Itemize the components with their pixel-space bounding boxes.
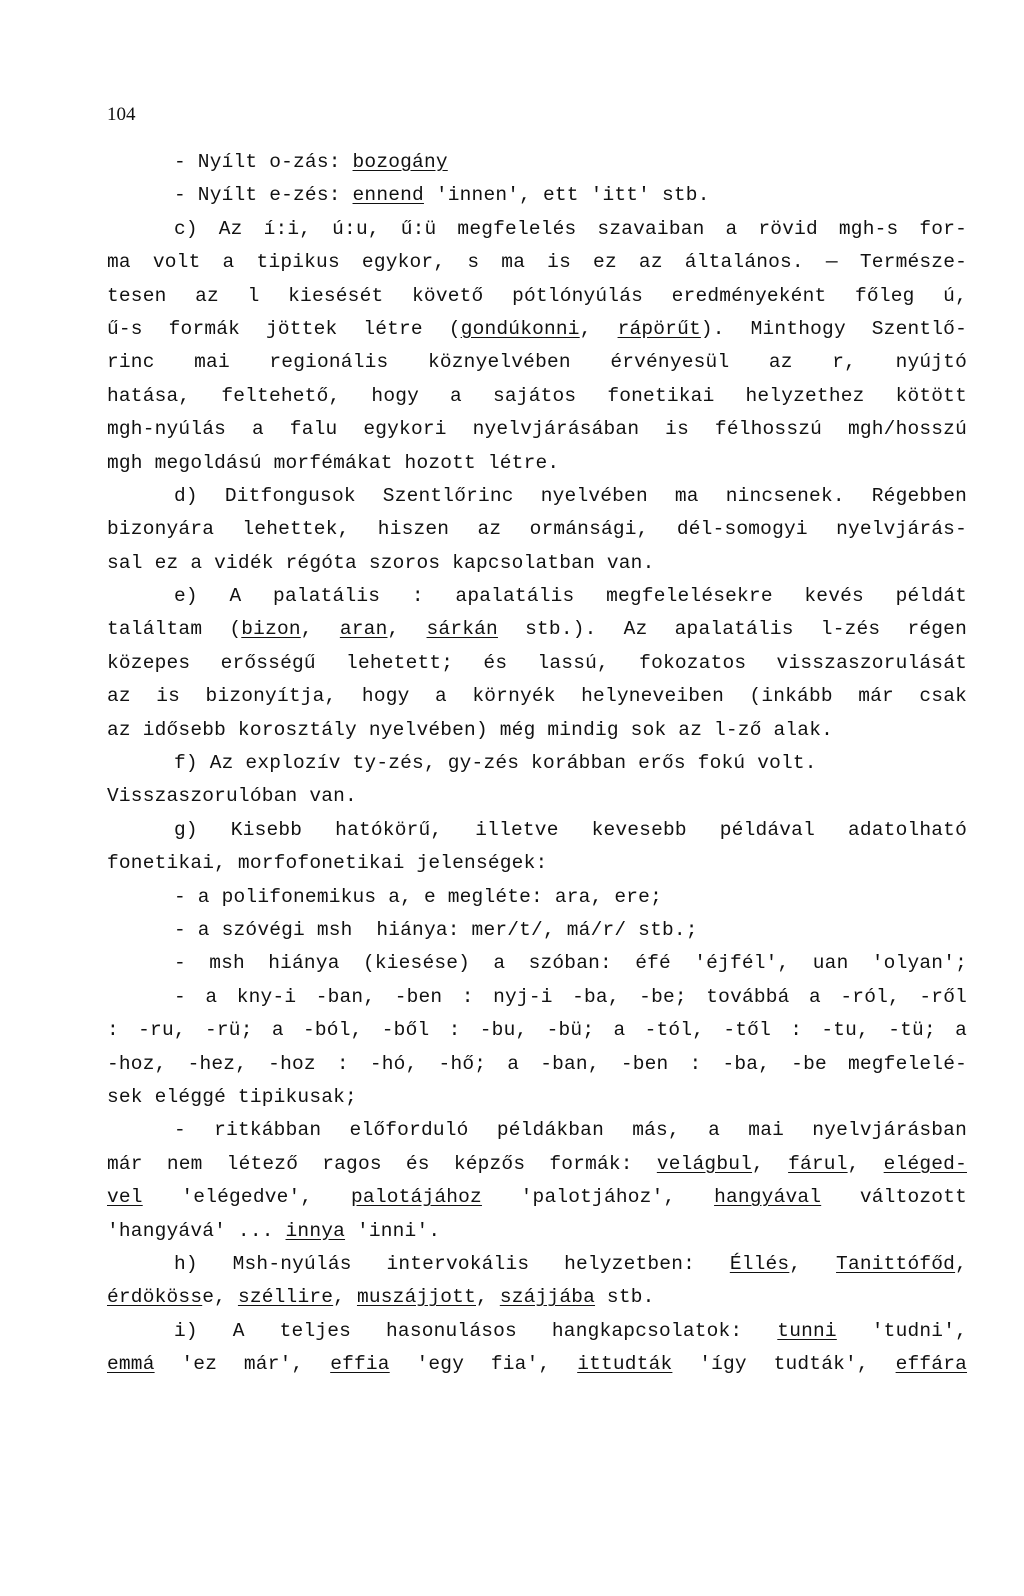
text-segment: tesen az l kiesését követő pótlónyúlás eredményeként főleg ú, (107, 284, 967, 307)
text-segment: , (300, 618, 340, 641)
text-line (107, 981, 967, 1014)
underlined-example: érdököss (107, 1286, 203, 1309)
text-segment: bizonyára lehettek, hiszen az ormánsági, dél-somogyi nyelvjárás- (107, 518, 967, 541)
text-line (107, 513, 967, 546)
underlined-example: rápörűt (617, 317, 701, 340)
text-line (107, 647, 967, 680)
text-segment: sal ez a vidék régóta szoros kapcsolatban van. (107, 551, 655, 574)
text-segment: - a kny-i -ban, -ben : nyj-i -ba, -be; továbbá a -ról, -ről (174, 985, 967, 1008)
text-line (107, 580, 967, 613)
text-segment: d) Ditfongusok Szentlőrinc nyelvében ma nincsenek. Régebben (174, 484, 967, 507)
text-segment: stb.). Az apalatális l-zés régen (497, 618, 967, 641)
text-line (107, 1248, 967, 1281)
underlined-example: eléged- (883, 1152, 967, 1175)
text-line (107, 680, 967, 713)
underlined-example: effára (895, 1353, 968, 1376)
text-line (107, 413, 967, 446)
text-segment: 'hangyává' ... (107, 1219, 286, 1242)
text-segment: 'innen', ett 'itt' stb. (423, 184, 710, 207)
text-line (107, 179, 967, 212)
text-line (107, 1014, 967, 1047)
text-segment: e, (202, 1286, 238, 1309)
text-segment: - Nyílt e-zés: (174, 184, 353, 207)
text-line (107, 447, 967, 480)
text-segment: 'egy fia', (389, 1353, 578, 1376)
underlined-example: Éllés (729, 1252, 790, 1275)
text-line (107, 1281, 967, 1314)
underlined-example: ennend (352, 184, 424, 207)
text-segment: az idősebb korosztály nyelvében) még mindig sok az l-ző alak. (107, 718, 834, 741)
underlined-example: velágbul (656, 1152, 753, 1175)
body-text (107, 146, 967, 1381)
text-segment: , (579, 317, 618, 340)
text-segment: : -ru, -rü; a -ból, -ből : -bu, -bü; a -tól, -től : -tu, -tü; a (107, 1019, 967, 1042)
text-line (107, 1148, 967, 1181)
underlined-example: szájjába (499, 1286, 596, 1309)
text-segment: 'inni'. (345, 1219, 441, 1242)
text-segment: stb. (595, 1286, 655, 1309)
underlined-example: bizon (241, 618, 301, 641)
text-segment: 'így tudták', (672, 1353, 896, 1376)
text-line (107, 1215, 967, 1248)
underlined-example: gondúkonni (460, 317, 580, 340)
page-number: 104 (107, 104, 136, 125)
text-segment: e) A palatális : apalatális megfelelésekre kevés példát (174, 585, 967, 608)
underlined-example: vel (107, 1186, 143, 1209)
text-segment: , (387, 618, 427, 641)
text-segment: mgh-nyúlás a falu egykori nyelvjárásában is félhosszú mgh/hosszú (107, 418, 967, 441)
underlined-example: muszájjott (356, 1286, 476, 1309)
text-line (107, 914, 967, 947)
text-line (107, 780, 967, 813)
underlined-example: emmá (107, 1353, 155, 1376)
text-segment: , (955, 1252, 967, 1275)
underlined-example: hangyával (714, 1186, 822, 1209)
underlined-example: ittudták (577, 1353, 673, 1376)
text-line (107, 213, 967, 246)
text-segment: hatása, feltehető, hogy a sajátos fonetikai helyzethez kötött (107, 384, 967, 407)
text-line (107, 380, 967, 413)
text-segment: c) Az í:i, ú:u, ű:ü megfelelés szavaiban a rövid mgh-s for- (174, 217, 967, 240)
text-line (107, 947, 967, 980)
underlined-example: effia (330, 1353, 390, 1376)
underlined-example: sárkán (426, 618, 498, 641)
text-segment: - Nyílt o-zás: (174, 151, 353, 173)
text-segment: ). Minthogy Szentlő- (700, 317, 967, 340)
text-segment: változott (821, 1186, 967, 1209)
text-segment: - a polifonemikus a, e meglétе: ara, ere; (174, 885, 662, 908)
text-segment: h) Msh-nyúlás intervokális helyzetben: (174, 1252, 730, 1275)
text-segment: fonetikai, morfofonetikai jelenségek: (107, 852, 548, 875)
text-segment: ű-s formák jöttek létre ( (107, 317, 461, 340)
text-segment: , (752, 1152, 789, 1175)
text-line (107, 1181, 967, 1214)
text-line (107, 1048, 967, 1081)
text-segment: - a szóvégi msh hiánya: mer/t/, má/r/ stb.; (174, 918, 698, 941)
underlined-example: innya (285, 1219, 346, 1242)
underlined-example: bozogány (352, 151, 448, 173)
text-line (107, 1114, 967, 1147)
text-line (107, 747, 967, 780)
text-segment: , (476, 1286, 500, 1309)
text-segment: - ritkábban előforduló példákban más, a mai nyelvjárásban (174, 1119, 967, 1142)
text-segment: , (847, 1152, 884, 1175)
underlined-example: Tanittófőd (836, 1252, 956, 1275)
text-line (107, 1081, 967, 1114)
text-segment: 'palotjához', (481, 1186, 715, 1209)
text-line (107, 714, 967, 747)
text-segment: f) Az explozív ty-zés, gy-zés korábban erős fokú volt. (174, 752, 817, 775)
text-segment: g) Kisebb hatókörű, illetve kevesebb példával adatolható (174, 818, 967, 841)
text-segment: sek eléggé tipikusak; (107, 1085, 357, 1108)
text-line (107, 613, 967, 646)
text-segment: i) A teljes hasonulásos hangkapcsolatok: (174, 1319, 778, 1342)
underlined-example: tunni (777, 1319, 837, 1342)
underlined-example: fárul (788, 1152, 848, 1175)
underlined-example: széllire (237, 1286, 334, 1309)
text-segment: -hoz, -hez, -hoz : -hó, -hő; a -ban, -ben : -ba, -be megfelelé- (107, 1052, 967, 1075)
text-segment: Visszaszorulóban van. (107, 785, 357, 808)
text-segment: - msh hiánya (kiesése) a szóban: éfé 'éjfél', uan 'olyan'; (174, 952, 967, 975)
underlined-example: aran (339, 618, 388, 641)
text-line (107, 313, 967, 346)
text-segment: mgh megoldású morfémákat hozott létre. (107, 451, 560, 474)
text-segment: 'elégedve', (142, 1186, 352, 1209)
text-segment: 'ez már', (154, 1353, 331, 1376)
text-line (107, 1315, 967, 1348)
underlined-example: palotájához (351, 1186, 482, 1209)
text-line (107, 246, 967, 279)
text-segment: már nem létező ragos és képzős formák: (107, 1152, 657, 1175)
text-line (107, 346, 967, 379)
text-segment: , (333, 1286, 357, 1309)
text-segment: az is bizonyítja, hogy a környék helyneveiben (inkább már csak (107, 685, 967, 708)
text-line (107, 847, 967, 880)
text-line (107, 814, 967, 847)
text-line (107, 146, 967, 179)
text-segment: 'tudni', (836, 1319, 967, 1342)
text-line (107, 480, 967, 513)
text-segment: ma volt a tipikus egykor, s ma is ez az általános. — Természe- (107, 251, 967, 274)
text-segment: , (789, 1252, 837, 1275)
text-segment: találtam ( (107, 618, 242, 641)
text-line (107, 547, 967, 580)
text-line (107, 280, 967, 313)
text-line (107, 881, 967, 914)
text-segment: közepes erősségű lehetett; és lassú, fokozatos visszaszorulását (107, 651, 967, 674)
text-segment: rinc mai regionális köznyelvében érvényesül az r, nyújtó (107, 351, 967, 374)
text-line (107, 1348, 967, 1381)
